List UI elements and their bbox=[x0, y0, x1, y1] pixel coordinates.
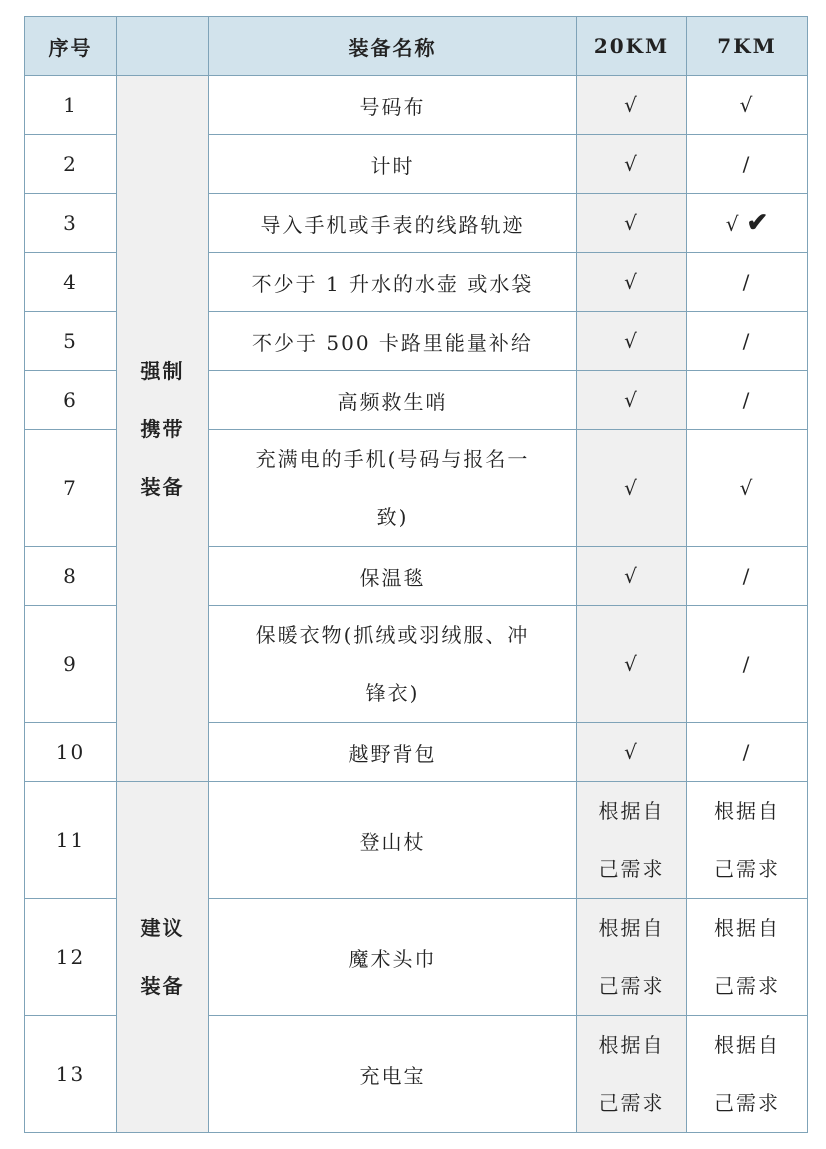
category-suggested: 建议 装备 bbox=[117, 782, 209, 1133]
value-7km bbox=[687, 194, 808, 253]
value-20km: √ bbox=[577, 194, 687, 253]
header-20km: 20KM bbox=[577, 17, 687, 76]
item-name: 不少于 1 升水的水壶 或水袋 bbox=[209, 253, 577, 312]
row-no: 9 bbox=[25, 606, 117, 723]
category-mandatory: 强制 携带 装备 bbox=[117, 76, 209, 782]
value-20km: √ bbox=[577, 606, 687, 723]
item-name: 越野背包 bbox=[209, 723, 577, 782]
item-name: 导入手机或手表的线路轨迹 bbox=[209, 194, 577, 253]
item-name: 保暖衣物(抓绒或羽绒服、冲 锋衣) bbox=[209, 606, 577, 723]
row-no: 1 bbox=[25, 76, 117, 135]
value-20km: √ bbox=[577, 76, 687, 135]
table-row bbox=[25, 782, 808, 899]
row-no: 8 bbox=[25, 547, 117, 606]
value-20km: 根据自 己需求 bbox=[577, 782, 687, 899]
header-category bbox=[117, 17, 209, 76]
value-7km: / bbox=[687, 723, 808, 782]
row-no: 3 bbox=[25, 194, 117, 253]
value-7km: 根据自 己需求 bbox=[687, 782, 808, 899]
value-20km: √ bbox=[577, 547, 687, 606]
row-no: 11 bbox=[25, 782, 117, 899]
value-20km: √ bbox=[577, 723, 687, 782]
value-7km: √ bbox=[687, 430, 808, 547]
value-7km: 根据自 己需求 bbox=[687, 1016, 808, 1133]
row-no: 4 bbox=[25, 253, 117, 312]
value-7km: √ bbox=[687, 76, 808, 135]
value-20km: √ bbox=[577, 371, 687, 430]
item-name: 登山杖 bbox=[209, 782, 577, 899]
table-row bbox=[25, 76, 808, 135]
item-name: 号码布 bbox=[209, 76, 577, 135]
value-20km: √ bbox=[577, 135, 687, 194]
header-7km: 7KM bbox=[687, 17, 808, 76]
value-7km: / bbox=[687, 547, 808, 606]
value-7km: / bbox=[687, 312, 808, 371]
header-name: 装备名称 bbox=[209, 17, 577, 76]
row-no: 12 bbox=[25, 899, 117, 1016]
row-no: 13 bbox=[25, 1016, 117, 1133]
item-name: 充满电的手机(号码与报名一 致) bbox=[209, 430, 577, 547]
value-7km: / bbox=[687, 371, 808, 430]
value-7km: / bbox=[687, 606, 808, 723]
item-name: 不少于 500 卡路里能量补给 bbox=[209, 312, 577, 371]
row-no: 6 bbox=[25, 371, 117, 430]
value-20km: √ bbox=[577, 253, 687, 312]
row-no: 5 bbox=[25, 312, 117, 371]
item-name: 计时 bbox=[209, 135, 577, 194]
item-name: 充电宝 bbox=[209, 1016, 577, 1133]
row-no: 10 bbox=[25, 723, 117, 782]
value-20km: 根据自 己需求 bbox=[577, 899, 687, 1016]
equipment-table bbox=[24, 16, 808, 1133]
item-name: 高频救生哨 bbox=[209, 371, 577, 430]
value-7km: / bbox=[687, 135, 808, 194]
check-mark: √ bbox=[725, 212, 741, 236]
value-7km: 根据自 己需求 bbox=[687, 899, 808, 1016]
item-name: 保温毯 bbox=[209, 547, 577, 606]
header-no: 序号 bbox=[25, 17, 117, 76]
value-20km: 根据自 己需求 bbox=[577, 1016, 687, 1133]
heavy-check-icon: ✔ bbox=[746, 208, 769, 238]
value-20km: √ bbox=[577, 430, 687, 547]
item-name: 魔术头巾 bbox=[209, 899, 577, 1016]
value-20km: √ bbox=[577, 312, 687, 371]
header-row bbox=[25, 17, 808, 76]
row-no: 2 bbox=[25, 135, 117, 194]
row-no: 7 bbox=[25, 430, 117, 547]
value-7km: / bbox=[687, 253, 808, 312]
